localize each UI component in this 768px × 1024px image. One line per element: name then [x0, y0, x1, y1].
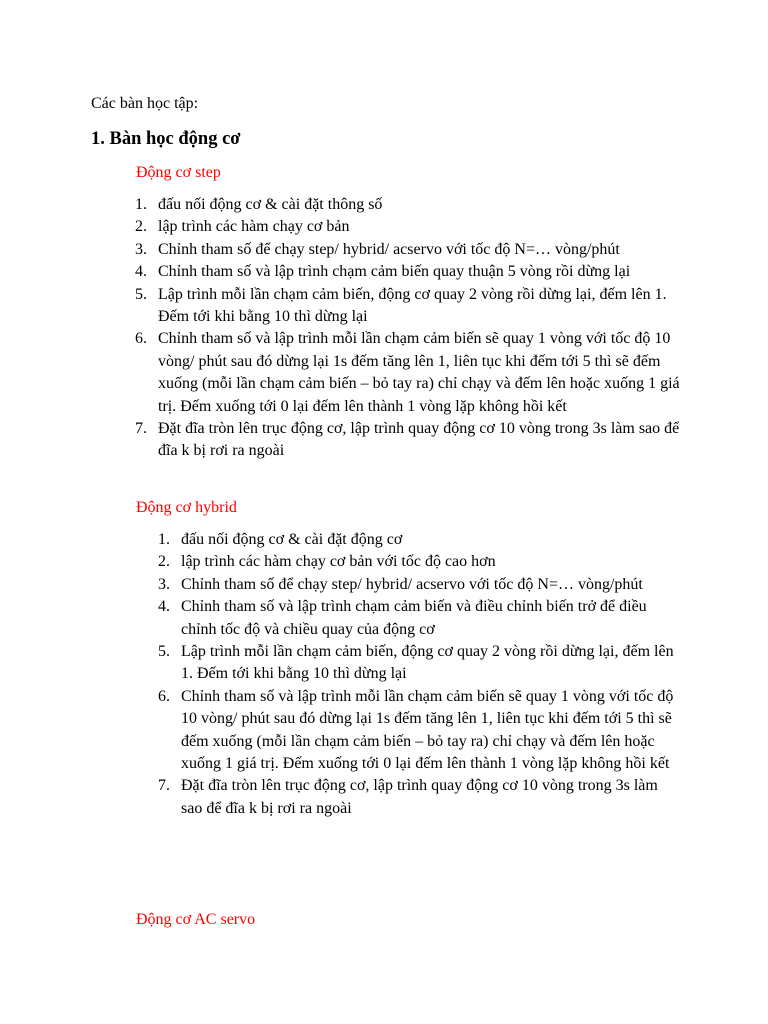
list-item-text: Lập trình mỗi lần chạm cảm biến, động cơ quay 2 vòng rồi dừng lại, đếm lên 1. Đếm tới khi bằng 10 thì dừng lại — [181, 643, 674, 683]
list-item — [158, 574, 677, 596]
subsection-title-step: Động cơ step — [136, 164, 221, 181]
list-item-text: lập trình các hàm chạy cơ bản — [158, 218, 350, 236]
list-number: 5. — [158, 643, 170, 661]
list-item-text: đấu nối động cơ & cài đặt thông số — [158, 196, 383, 213]
list-number: 6. — [135, 330, 147, 348]
list-item — [135, 239, 694, 261]
list-number: 4. — [158, 598, 170, 616]
list-item-text: Chỉnh tham số và lập trình mỗi lần chạm cảm biến sẽ quay 1 vòng với tốc độ 10 vòng/ phút sau đó dừng lại 1s đếm tăng lên 1, liên tục khi đếm tới 5 thì sẽ đếm xuống (mỗi lần chạm cảm biến – bỏ tay ra) chỉ chạy và đếm lên hoặc xuống 1 giá trị. Đếm xuống tới 0 lại đếm lên thành 1 vòng lặp không hồi kết — [158, 330, 680, 415]
list-item — [158, 775, 677, 820]
list-number: 7. — [135, 420, 147, 438]
list-item-text: Chỉnh tham số để chạy step/ hybrid/ acservo với tốc độ N=… vòng/phút — [181, 575, 643, 593]
subsection-title-ac-servo: Động cơ AC servo — [136, 911, 256, 928]
step-motor-list — [135, 194, 694, 463]
list-number: 2. — [158, 553, 170, 571]
subsection-title-hybrid: Động cơ hybrid — [136, 499, 237, 516]
list-number: 1. — [158, 531, 170, 548]
list-item — [158, 641, 677, 686]
list-item-text: Lập trình mỗi lần chạm cảm biến, động cơ quay 2 vòng rồi dừng lại, đếm lên 1. Đếm tới khi bằng 10 thì dừng lại — [158, 285, 667, 326]
list-item-text: Chỉnh tham số để chạy step/ hybrid/ acservo với tốc độ N=… vòng/phút — [158, 240, 620, 258]
list-item-text: Chỉnh tham số và lập trình chạm cảm biến và điều chỉnh biến trở để điều chỉnh tốc độ và chiều quay của động cơ — [181, 598, 647, 638]
list-item-text: Chỉnh tham số và lập trình mỗi lần chạm cảm biến sẽ quay 1 vòng với tốc độ 10 vòng/ phút sau đó dừng lại 1s đếm tăng lên 1, liên tục khi đếm tới 5 thì sẽ đếm xuống (mỗi lần chạm cảm biến – bỏ tay ra) chỉ chạy và đếm lên hoặc xuống 1 giá trị. Đếm xuống tới 0 lại đếm lên thành 1 vòng lặp không hồi kết — [181, 687, 674, 773]
list-item — [158, 551, 677, 573]
list-item — [135, 216, 694, 238]
list-item — [135, 261, 694, 283]
list-item-text: Đặt đĩa tròn lên trục động cơ, lập trình quay động cơ 10 vòng trong 3s làm sao để đĩa k bị rơi ra ngoài — [158, 420, 680, 460]
list-number: 2. — [135, 218, 147, 236]
list-item — [158, 529, 677, 551]
list-number: 5. — [135, 285, 147, 303]
section-heading: 1. Bàn học động cơ — [91, 129, 241, 149]
list-number: 4. — [135, 263, 147, 281]
list-item-text: đấu nối động cơ & cài đặt động cơ — [181, 531, 403, 548]
list-item — [158, 596, 677, 641]
list-item — [135, 284, 694, 329]
list-item — [135, 328, 694, 418]
list-item-text: Chỉnh tham số và lập trình chạm cảm biến quay thuận 5 vòng rồi dừng lại — [158, 263, 631, 281]
list-item-text: Đặt đĩa tròn lên trục động cơ, lập trình quay động cơ 10 vòng trong 3s làm sao để đĩa k bị rơi ra ngoài — [181, 777, 658, 817]
list-number: 3. — [135, 240, 147, 258]
list-item-text: lập trình các hàm chạy cơ bản với tốc độ cao hơn — [181, 553, 496, 571]
hybrid-motor-list — [158, 529, 677, 820]
list-number: 3. — [158, 575, 170, 593]
list-number: 6. — [158, 687, 170, 705]
list-number: 7. — [158, 777, 170, 795]
list-number: 1. — [135, 196, 147, 213]
list-item — [135, 194, 694, 216]
list-item — [158, 686, 677, 776]
intro-text: Các bàn học tập: — [91, 95, 199, 112]
list-item — [135, 418, 694, 463]
